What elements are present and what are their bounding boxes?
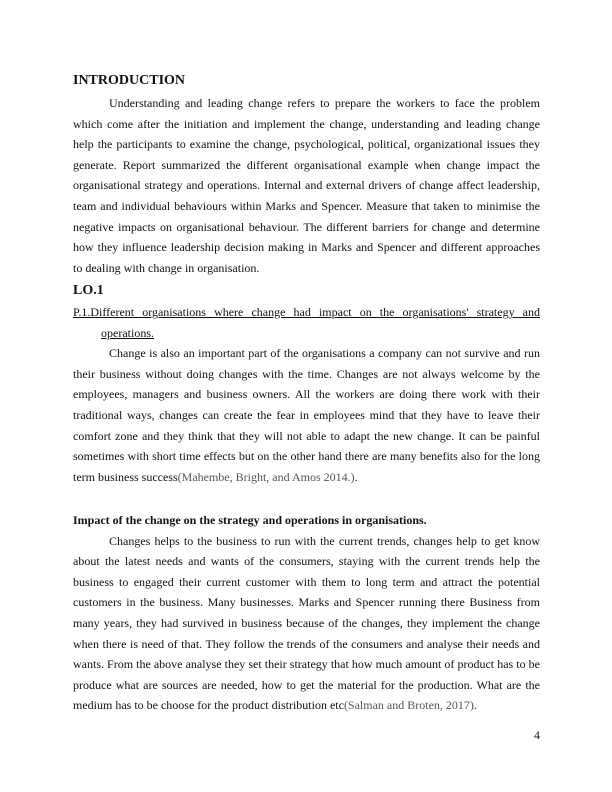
punct: .: [354, 469, 358, 484]
citation: (Mahembe, Bright, and Amos 2014.): [177, 469, 355, 484]
paragraph-line: [73, 467, 540, 488]
paragraph-line: produce what are sources are needed, how to get the material for the production. What are the: [73, 677, 540, 692]
impact-section: [73, 510, 540, 716]
paragraph-line: Changes helps to the business to run with the current trends, changes help to get know: [109, 533, 540, 548]
lo1-heading: LO.1: [73, 283, 104, 298]
line-text: medium has to be choose for the product distribution etc: [73, 698, 344, 713]
citation: (Salman and Broten, 2017): [343, 698, 474, 713]
intro-section: [73, 72, 540, 278]
paragraph-line: negative impacts on organisational behaviour. The different barriers for change and determine: [73, 219, 540, 234]
punct: .: [473, 698, 477, 713]
impact-heading: Impact of the change on the strategy and operations in organisations.: [73, 513, 427, 527]
paragraph-line: organisational strategy and operations. Internal and external drivers of change affect leadership,: [73, 178, 540, 193]
paragraph-line: [73, 695, 540, 716]
line-text: term business success: [73, 469, 178, 484]
paragraph-line: generate. Report summarized the different organisational example when change impact the: [73, 157, 540, 172]
paragraph-line: which come after the initiation and implement the change, understanding and leading change: [73, 116, 540, 131]
p1-subheading-cont: [73, 323, 540, 344]
p1-subheading-cont-text: operations.: [101, 325, 154, 340]
paragraph-line: employees, managers and business owners. All the workers are doing there work with their: [73, 387, 540, 402]
paragraph-line: Understanding and leading change refers to prepare the workers to face the problem: [109, 96, 540, 110]
paragraph-line: how they influence leadership decision making in Marks and Spencer and different approaches: [73, 240, 540, 255]
paragraph-line: traditional ways, changes can create the fear in employees mind that they have to leave their: [73, 407, 540, 422]
p1-subheading: P.1.Different organisations where change had impact on the organisations' strategy and: [73, 305, 540, 319]
paragraph-line: team and individual behaviours within Marks and Spencer. Measure that taken to minimise the: [73, 198, 540, 213]
paragraph-line: help the participants to examine the change, psychological, political, organizational issues they: [73, 137, 540, 152]
page-number: 4: [534, 728, 540, 742]
paragraph-line: customers in the business. Many businesses. Marks and Spencer running there Business from: [73, 595, 540, 610]
paragraph-line: when there is need of that. They follow the trends of the consumers and analyse their needs and: [73, 636, 540, 651]
paragraph-line: to dealing with change in organisation.: [73, 260, 260, 275]
paragraph-line: about the latest needs and wants of the consumers, staying with the current trends help the: [73, 554, 540, 569]
paragraph-line: wants. From the above analyse they set their strategy that how much amount of product has to be: [73, 657, 540, 672]
paragraph-line: many years, they had survived in business because of the changes, they implement the change: [73, 615, 540, 630]
paragraph-line: sometimes with short time effects but on the other hand there are many benefits also for the long: [73, 449, 540, 464]
intro-heading: INTRODUCTION: [73, 73, 186, 88]
paragraph-line: comfort zone and they think that they will not able to adapt the new change. It can be painful: [73, 428, 540, 443]
lo1-section: [73, 282, 540, 487]
paragraph-line: their business without doing changes with the time. Changes are not always welcome by the: [73, 366, 540, 381]
paragraph-line: business to engaged their current customer with them to long term and attract the potential: [73, 574, 540, 589]
paragraph-line: Change is also an important part of the organisations a company can not survive and run: [109, 346, 540, 361]
